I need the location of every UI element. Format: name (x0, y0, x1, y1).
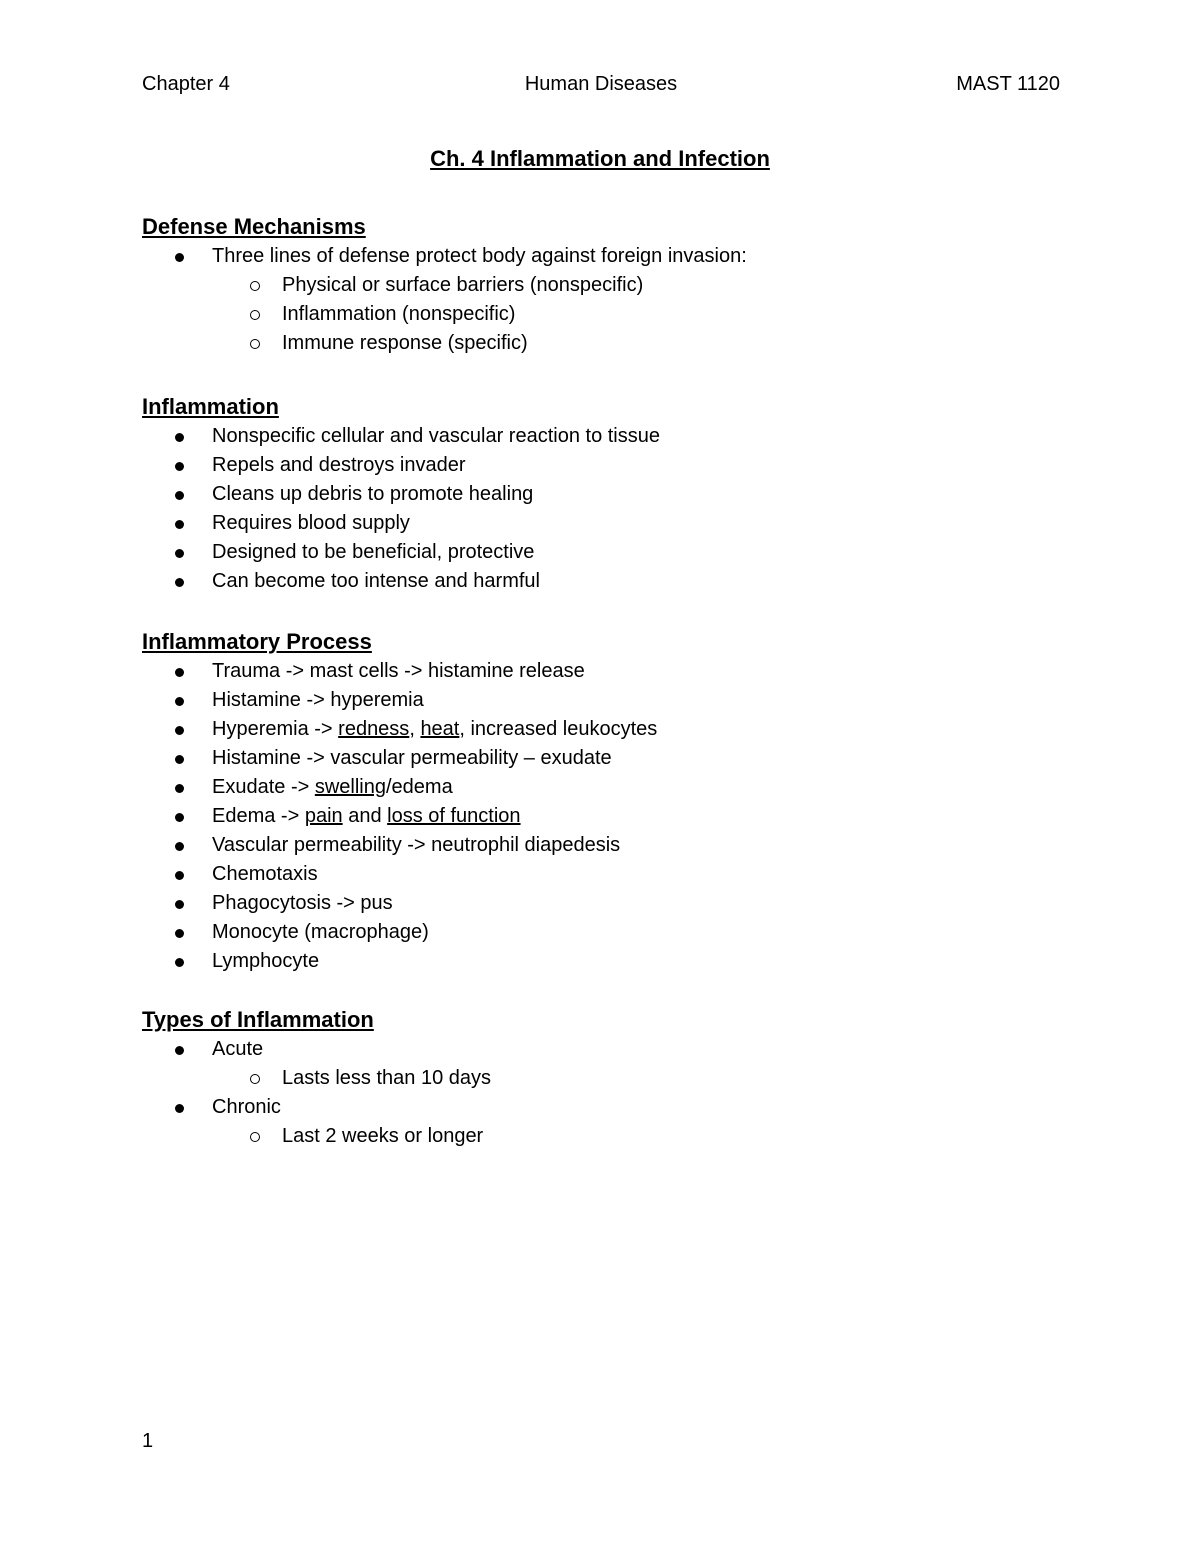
circle-bullet-icon (250, 1074, 260, 1084)
list-item-text: Designed to be beneficial, protective (212, 541, 535, 563)
list-item-text: Lasts less than 10 days (282, 1067, 492, 1089)
list-item-text: Lymphocyte (212, 950, 320, 972)
bullet-icon (175, 929, 184, 938)
list-item (142, 860, 1062, 889)
list-item (142, 657, 1062, 686)
list-item-text: Chronic (212, 1096, 281, 1118)
list-item (142, 242, 1062, 271)
sub-list-item (142, 329, 1062, 358)
section-heading: Inflammation (142, 394, 279, 419)
list-item-text: Inflammation (nonspecific) (282, 303, 516, 325)
list-item (142, 773, 1062, 802)
bullet-list (142, 657, 1062, 976)
bullet-icon (175, 726, 184, 735)
bullet-icon (175, 520, 184, 529)
underlined-term: swelling (314, 776, 386, 798)
circle-bullet-icon (250, 1132, 260, 1142)
list-item (142, 802, 1062, 831)
circle-bullet-icon (250, 310, 260, 320)
list-item-text-separator: , (409, 718, 421, 740)
list-item-text-rest: /edema (386, 776, 453, 798)
bullet-list (142, 1093, 1062, 1122)
bullet-list (142, 242, 1062, 271)
list-item (142, 744, 1062, 773)
list-item-text: Phagocytosis -> pus (212, 892, 393, 914)
list-item-text: Immune response (specific) (282, 332, 528, 354)
list-item-text: Physical or surface barriers (nonspecific) (282, 274, 644, 296)
page-header (142, 73, 1060, 101)
header-course-title: Human Diseases (524, 73, 678, 95)
list-item-text: Vascular permeability -> neutrophil diapedesis (212, 834, 621, 856)
bullet-icon (175, 697, 184, 706)
sub-list-item (142, 271, 1062, 300)
list-item-text-prefix: Exudate -> (212, 776, 315, 798)
bullet-icon (175, 668, 184, 677)
bullet-icon (175, 1046, 184, 1055)
bullet-icon (175, 1104, 184, 1113)
list-item (142, 889, 1062, 918)
section-heading: Inflammatory Process (142, 629, 372, 654)
list-item-text: Monocyte (macrophage) (212, 921, 429, 943)
list-item-text: Histamine -> hyperemia (212, 689, 424, 711)
list-item-text: Chemotaxis (212, 863, 318, 885)
page-number: 1 (142, 1430, 154, 1452)
sub-bullet-list (142, 1064, 1062, 1093)
underlined-term: redness (338, 718, 410, 740)
bullet-icon (175, 578, 184, 587)
section-defense-mechanisms (142, 212, 1062, 358)
bullet-icon (175, 462, 184, 471)
list-item (142, 831, 1062, 860)
section-heading: Types of Inflammation (142, 1007, 374, 1032)
header-chapter: Chapter 4 (142, 73, 230, 95)
list-item (142, 538, 1062, 567)
bullet-icon (175, 253, 184, 262)
list-item-text: Last 2 weeks or longer (282, 1125, 484, 1147)
list-item (142, 422, 1062, 451)
circle-bullet-icon (250, 339, 260, 349)
section-inflammation (142, 392, 1062, 596)
bullet-icon (175, 871, 184, 880)
section-inflammatory-process (142, 627, 1062, 976)
underlined-term: loss of function (387, 805, 521, 827)
section-types-of-inflammation (142, 1005, 1062, 1151)
bullet-icon (175, 784, 184, 793)
list-item-text: Nonspecific cellular and vascular reaction to tissue (212, 425, 660, 447)
list-item-text: Can become too intense and harmful (212, 570, 540, 592)
bullet-icon (175, 433, 184, 442)
list-item (142, 567, 1062, 596)
bullet-icon (175, 842, 184, 851)
bullet-icon (175, 755, 184, 764)
list-item-text: Acute (212, 1038, 264, 1060)
list-item-text-prefix: Edema -> (212, 805, 305, 827)
list-item (142, 918, 1062, 947)
list-item (142, 947, 1062, 976)
bullet-list (142, 1035, 1062, 1064)
bullet-icon (175, 958, 184, 967)
sub-list-item (142, 300, 1062, 329)
sub-list-item (142, 1064, 1062, 1093)
underlined-term: pain (304, 805, 343, 827)
bullet-icon (175, 813, 184, 822)
sub-bullet-list (142, 1122, 1062, 1151)
bullet-icon (175, 491, 184, 500)
header-course-code: MAST 1120 (956, 73, 1060, 95)
bullet-icon (175, 549, 184, 558)
list-item (142, 715, 1062, 744)
list-item-text-separator: and (342, 805, 388, 827)
section-heading: Defense Mechanisms (142, 214, 366, 239)
list-item-text: Cleans up debris to promote healing (212, 483, 534, 505)
list-item (142, 686, 1062, 715)
list-item-text: Histamine -> vascular permeability – exudate (212, 747, 612, 769)
list-item-text: Three lines of defense protect body against foreign invasion: (212, 245, 747, 267)
list-item-text: Requires blood supply (212, 512, 410, 534)
list-item (142, 480, 1062, 509)
list-item-text: Repels and destroys invader (212, 454, 466, 476)
sub-list-item (142, 1122, 1062, 1151)
bullet-list (142, 422, 1062, 596)
bullet-icon (175, 900, 184, 909)
list-item (142, 1035, 1062, 1064)
list-item-text: Trauma -> mast cells -> histamine release (212, 660, 585, 682)
circle-bullet-icon (250, 281, 260, 291)
list-item (142, 1093, 1062, 1122)
document-title: Ch. 4 Inflammation and Infection (430, 146, 770, 171)
underlined-term: heat (420, 718, 460, 740)
sub-bullet-list (142, 271, 1062, 358)
list-item (142, 509, 1062, 538)
list-item-text-rest: , increased leukocytes (459, 718, 658, 740)
list-item-text-prefix: Hyperemia -> (212, 718, 339, 740)
list-item (142, 451, 1062, 480)
